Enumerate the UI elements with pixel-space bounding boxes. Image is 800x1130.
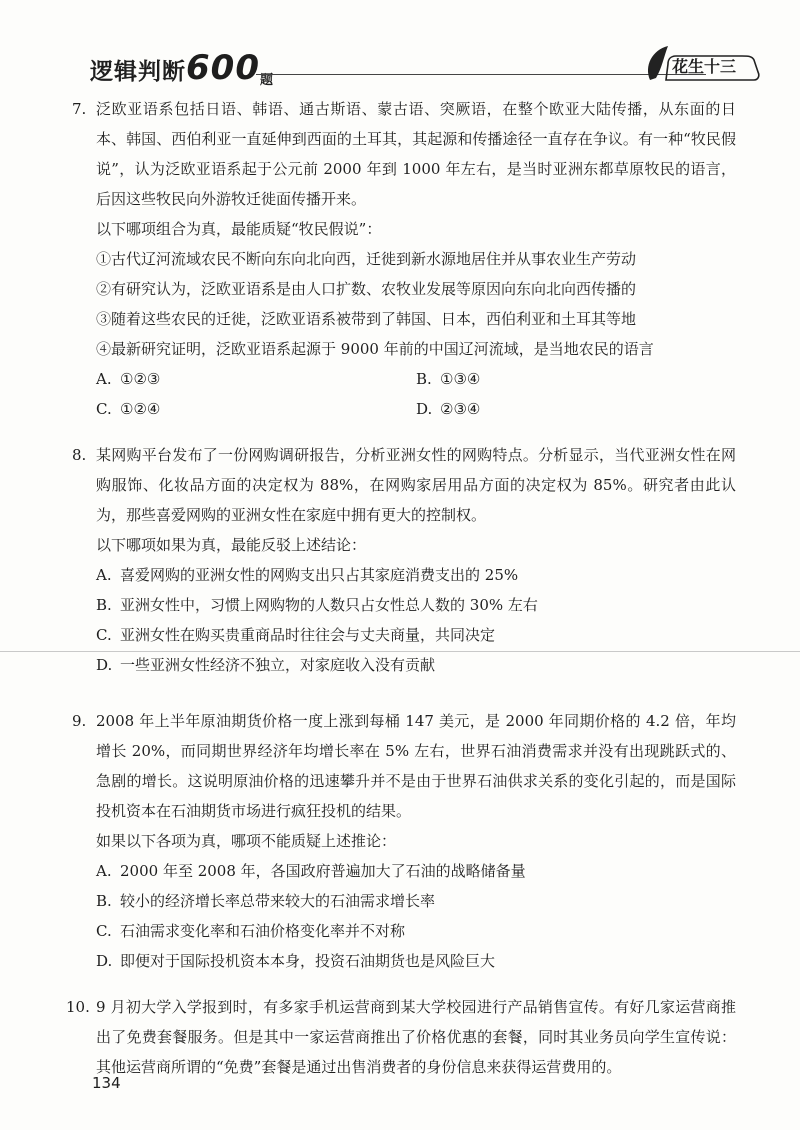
question-stem: 某网购平台发布了一份网购调研报告，分析亚洲女性的网购特点。分析显示，当代亚洲女性在网购服饰、化妆品方面的决定权为 88%，在网购家居用品方面的决定权为 85%。研究者由此认为，那些喜爱网购的亚洲女性在家庭中拥有更大的控制权。 xyxy=(96,446,736,524)
option-d: D. ②③④ xyxy=(416,400,481,418)
option-d: D. 一些亚洲女性经济不独立，对家庭收入没有贡献 xyxy=(96,656,436,674)
option-b: B. 较小的经济增长率总带来较大的石油需求增长率 xyxy=(96,892,436,910)
brand-name: 花生十三 xyxy=(672,57,737,76)
statement-4: ④最新研究证明，泛欧亚语系起源于 9000 年前的中国辽河流域，是当地农民的语言 xyxy=(96,340,654,358)
statement-2: ②有研究认为，泛欧亚语系是由人口扩数、农牧业发展等原因向东向北向西传播的 xyxy=(96,280,637,298)
question-7 xyxy=(72,94,736,424)
option-c: C. 亚洲女性在购买贵重商品时往往会与丈夫商量，共同决定 xyxy=(96,626,496,644)
question-10 xyxy=(66,992,736,1082)
question-stem: 2008 年上半年原油期货价格一度上涨到每桶 147 美元，是 2000 年同期价格的 4.2 倍，年均增长 20%，而同期世界经济年均增长率在 5% 左右，世界石油消费需求并没有出现跳跃式的、急剧的增长。这说明原油价格的迅速攀升并不是由于世界石油供求关系的变化引起的，而是国际投机资本在石油期货市场进行疯狂投机的结果。 xyxy=(96,712,736,820)
brand-logo xyxy=(642,44,762,84)
option-a: A. 2000 年至 2008 年，各国政府普遍加大了石油的战略储备量 xyxy=(96,862,526,880)
question-9 xyxy=(72,706,736,976)
question-prompt: 以下哪项如果为真，最能反驳上述结论： xyxy=(96,536,367,554)
option-b: B. ①③④ xyxy=(416,370,481,388)
option-c: C. ①②④ xyxy=(96,400,161,418)
page-header xyxy=(70,44,770,88)
question-number: 9. xyxy=(72,712,87,730)
option-grid xyxy=(96,364,736,424)
option-b: B. 亚洲女性中，习惯上网购物的人数只占女性总人数的 30% 左右 xyxy=(96,596,538,614)
statement-1: ①古代辽河流域农民不断向东向北向西，迁徙到新水源地居住并从事农业生产劳动 xyxy=(96,250,637,268)
book-title xyxy=(90,48,274,88)
statement-3: ③随着这些农民的迁徙，泛欧亚语系被带到了韩国、日本，西伯利亚和土耳其等地 xyxy=(96,310,637,328)
option-a: A. 喜爱网购的亚洲女性的网购支出只占其家庭消费支出的 25% xyxy=(96,566,519,584)
option-c: C. 石油需求变化率和石油价格变化率并不对称 xyxy=(96,922,406,940)
option-a: A. ①②③ xyxy=(96,370,161,388)
question-number: 8. xyxy=(72,446,87,464)
question-8 xyxy=(72,440,736,680)
question-number: 7. xyxy=(72,100,87,118)
book-title-main: 逻辑判断 xyxy=(90,59,186,85)
question-stem: 泛欧亚语系包括日语、韩语、通古斯语、蒙古语、突厥语，在整个欧亚大陆传播，从东面的日本、韩国、西伯利亚一直延伸到西面的土耳其，其起源和传播途径一直存在争议。有一种“牧民假说”，认为泛欧亚语系起于公元前 2000 年到 1000 年左右，是当时亚洲东都草原牧民的语言，后因这些牧民向外游牧迁徙面传播开来。 xyxy=(96,100,736,208)
question-prompt: 如果以下各项为真，哪项不能质疑上述推论： xyxy=(96,832,397,850)
book-title-number: 600 xyxy=(186,48,260,88)
book-title-suffix: 题 xyxy=(259,73,274,88)
option-d: D. 即便对于国际投机资本本身，投资石油期货也是风险巨大 xyxy=(96,952,496,970)
question-number: 10. xyxy=(66,998,90,1016)
page-number: 134 xyxy=(92,1074,121,1092)
header-rule xyxy=(256,74,706,75)
question-stem: 9 月初大学入学报到时，有多家手机运营商到某大学校园进行产品销售宣传。有好几家运营商推出了免费套餐服务。但是其中一家运营商推出了价格优惠的套餐，同时其业务员向学生宣传说：其他运营商所谓的“免费”套餐是通过出售消费者的身份信息来获得运营费用的。 xyxy=(96,998,736,1076)
question-prompt: 以下哪项组合为真，最能质疑“牧民假说”： xyxy=(96,220,382,238)
question-list xyxy=(66,94,736,1082)
